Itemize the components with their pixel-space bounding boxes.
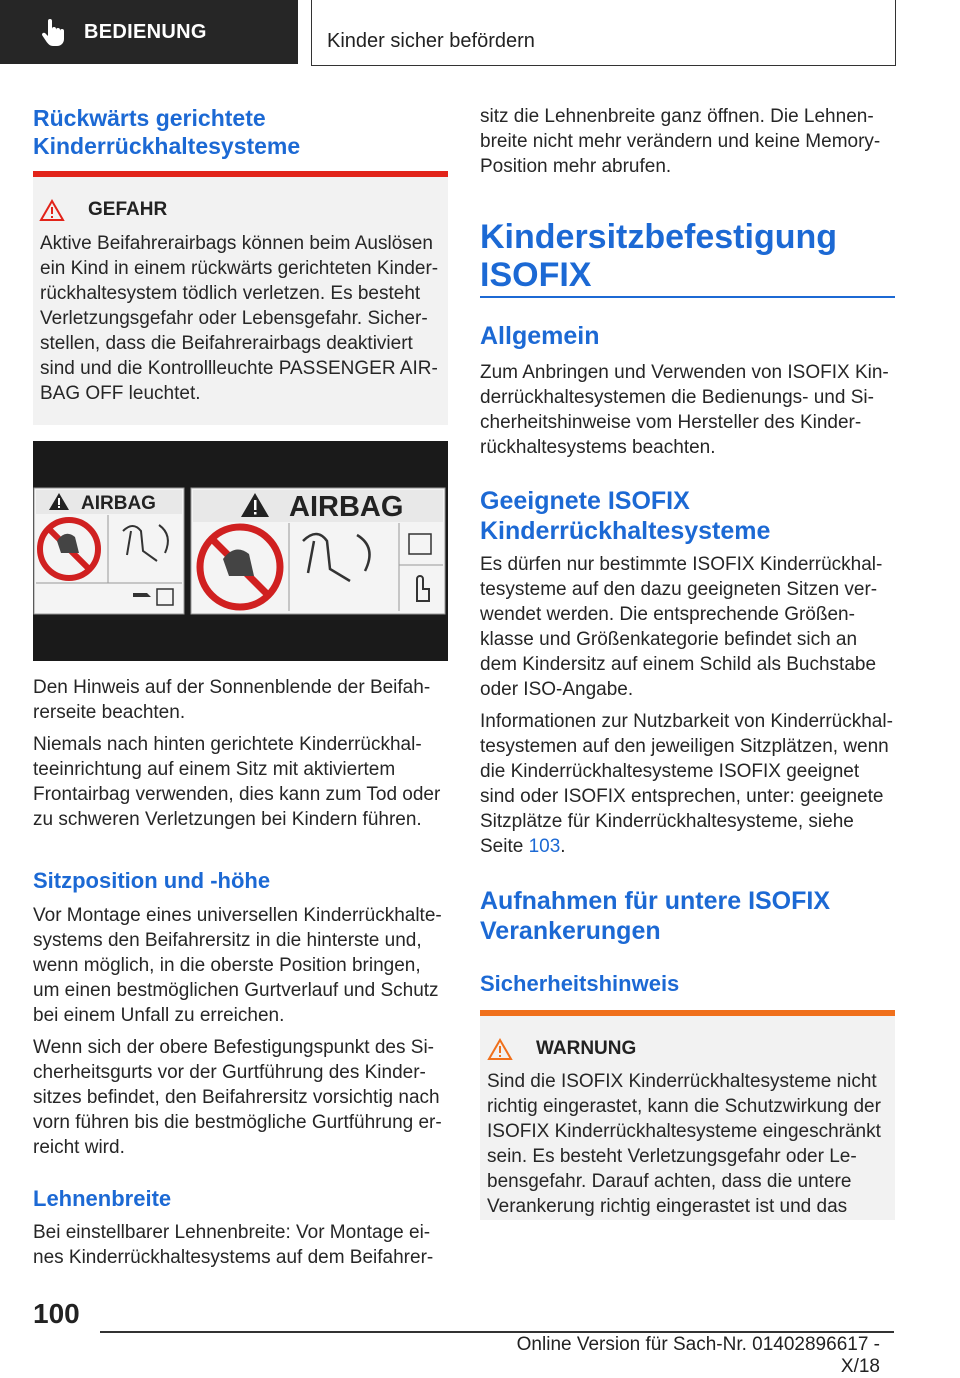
- airbag-small-text: AIRBAG: [81, 493, 156, 514]
- page-reference-link[interactable]: 103: [528, 836, 561, 857]
- text-line: Position mehr abrufen.: [480, 156, 672, 177]
- text-line: die Kinderrückhaltesysteme ISOFIX geeignet: [480, 761, 860, 782]
- text-line: sitz die Lehnenbreite ganz öffnen. Die Lehnen-: [480, 106, 874, 127]
- text-line: sitzes befindet, den Beifahrersitz vorsichtig nach: [33, 1087, 440, 1108]
- chapter-title-line2: ISOFIX: [480, 256, 592, 294]
- danger-line: ein Kind in einem rückwärts gerichteten Kinder-: [40, 258, 439, 279]
- text-line: cherheitsgurts vor der Gurtführung des Kinder-: [33, 1062, 426, 1083]
- warning-heading: [488, 1038, 636, 1060]
- text-line: Sitzplätze für Kinderrückhaltesysteme, siehe: [480, 811, 854, 832]
- paragraph: [480, 360, 900, 460]
- warning-line: richtig eingerastet, kann die Schutzwirkung der: [487, 1096, 881, 1117]
- heading-rueckwaerts-line1: Rückwärts gerichtete: [33, 105, 266, 131]
- text-line: systems den Beifahrersitz in die hinterste und,: [33, 930, 422, 951]
- text-line: klasse und Größenkategorie befindet sich an: [480, 629, 858, 650]
- text-line: dem Kindersitz auf einem Schild als Buchstabe: [480, 654, 877, 675]
- text-line: vorn führen bis die bestmögliche Gurtführung er-: [33, 1112, 442, 1133]
- text-line: wendet werden. Die entsprechende Größen-: [480, 604, 855, 625]
- text-line: bei einem Unfall zu erreichen.: [33, 1005, 285, 1026]
- airbag-warning-label-image: [33, 441, 448, 661]
- text-line: wenn möglich, in die oberste Position bringen,: [33, 955, 421, 976]
- hand-pointer-icon: [34, 13, 72, 51]
- danger-bar: [33, 171, 448, 177]
- left-body-2: [33, 903, 453, 1167]
- danger-line: sind und die Kontrollleuchte PASSENGER AIR-: [40, 358, 438, 379]
- warning-line: sein. Es besteht Verletzungsgefahr oder Le-: [487, 1146, 857, 1167]
- heading-aufnahmen-line2: Verankerungen: [480, 917, 661, 945]
- text-line: rerseite beachten.: [33, 702, 186, 723]
- chapter-title: [480, 218, 837, 294]
- text-line: Seite: [480, 836, 529, 857]
- right-body-1: [480, 360, 900, 467]
- text-line: derrückhaltesystemen die Bedienungs- und Si-: [480, 387, 874, 408]
- heading-geeignete: [480, 486, 770, 546]
- paragraph: [480, 104, 900, 179]
- warning-triangle-icon: [40, 200, 64, 221]
- danger-line: stellen, dass die Beifahrerairbags deaktiviert: [40, 333, 413, 354]
- text-line: reicht wird.: [33, 1137, 125, 1158]
- paragraph: [33, 675, 448, 725]
- paragraph: [33, 1035, 453, 1160]
- text-line: Es dürfen nur bestimmte ISOFIX Kinderrückhal-: [480, 554, 883, 575]
- right-body-2: [480, 552, 900, 866]
- heading-rueckwaerts: [33, 104, 300, 160]
- text-line: Vor Montage eines universellen Kinderrückhalte-: [33, 905, 442, 926]
- header-section-tab: [0, 0, 298, 64]
- text-line: Den Hinweis auf der Sonnenblende der Beifah-: [33, 677, 431, 698]
- page-number: 100: [33, 1298, 80, 1329]
- chapter-title-line1: Kindersitzbefestigung: [480, 218, 838, 256]
- text-line: Frontairbag verwenden, dies kann zum Tod oder: [33, 784, 441, 805]
- header-title: Kinder sicher befördern: [327, 30, 535, 52]
- warning-line: Verankerung richtig eingerastet ist und das: [487, 1196, 848, 1217]
- heading-geeignete-line1: Geeignete ISOFIX: [480, 487, 690, 515]
- heading-allgemein: Allgemein: [480, 322, 600, 350]
- text-line: nes Kinderrückhaltesystems auf dem Beifahrer-: [33, 1247, 434, 1268]
- text-line: sind oder ISOFIX entsprechen, unter: geeignete: [480, 786, 884, 807]
- text-line: oder ISO-Angabe.: [480, 679, 634, 700]
- heading-lehnenbreite: Lehnenbreite: [33, 1186, 172, 1211]
- text-line: Informationen zur Nutzbarkeit von Kinderrückhal-: [480, 711, 893, 732]
- left-body-1: [33, 675, 448, 839]
- warning-triangle-icon: [488, 1039, 512, 1060]
- warning-line: ISOFIX Kinderrückhaltesysteme eingeschränkt: [487, 1121, 881, 1142]
- text-line: um einen bestmöglichen Gurtverlauf und Schutz: [33, 980, 439, 1001]
- danger-heading: [40, 199, 167, 221]
- heading-sicherheitshinweis: Sicherheitshinweis: [480, 971, 680, 996]
- danger-line: rückhaltesystem tödlich verletzen. Es besteht: [40, 283, 421, 304]
- right-body-0: [480, 104, 900, 186]
- left-body-3: [33, 1220, 453, 1277]
- text-line: Niemals nach hinten gerichtete Kinderrückhal-: [33, 734, 422, 755]
- paragraph: [33, 903, 453, 1028]
- danger-text: [40, 231, 438, 406]
- text-line: Bei einstellbarer Lehnenbreite: Vor Montage ei-: [33, 1222, 431, 1243]
- danger-label: GEFAHR: [88, 199, 168, 220]
- heading-sitzposition: Sitzposition und -höhe: [33, 868, 271, 893]
- heading-aufnahmen-line1: Aufnahmen für untere ISOFIX: [480, 887, 831, 915]
- warning-box: [480, 1010, 895, 1220]
- paragraph: [33, 1220, 453, 1270]
- danger-line: Verletzungsgefahr oder Lebensgefahr. Sicher-: [40, 308, 428, 329]
- airbag-large-text: AIRBAG: [289, 491, 404, 523]
- warning-line: bensgefahr. Darauf achten, dass die untere: [487, 1171, 852, 1192]
- warning-text: [487, 1069, 881, 1219]
- heading-geeignete-line2: Kinderrückhaltesysteme: [480, 517, 771, 545]
- text-line: Zum Anbringen und Verwenden von ISOFIX Kin-: [480, 362, 889, 383]
- warning-label: WARNUNG: [536, 1038, 637, 1059]
- text-line: Wenn sich der obere Befestigungspunkt des Si-: [33, 1037, 434, 1058]
- heading-aufnahmen: [480, 886, 830, 946]
- paragraph: [480, 552, 900, 702]
- warning-bar: [480, 1010, 895, 1016]
- danger-line: BAG OFF leuchtet.: [40, 383, 201, 404]
- heading-rueckwaerts-line2: Kinderrückhaltesysteme: [33, 133, 301, 159]
- chapter-title-underline: [480, 296, 895, 298]
- text-line: teeinrichtung auf einem Sitz mit aktiviertem: [33, 759, 396, 780]
- text-line: zu schweren Verletzungen bei Kindern führen.: [33, 809, 422, 830]
- paragraph: [480, 709, 900, 859]
- text-line: tesystemen auf den jeweiligen Sitzplätzen, wenn: [480, 736, 889, 757]
- header-section-label: BEDIENUNG: [84, 20, 207, 43]
- warning-line: Sind die ISOFIX Kinderrückhaltesysteme nicht: [487, 1071, 877, 1092]
- text-line: cherheitshinweise vom Hersteller des Kinder-: [480, 412, 862, 433]
- danger-line: Aktive Beifahrerairbags können beim Auslösen: [40, 233, 433, 254]
- text-line: breite nicht mehr verändern und keine Memory-: [480, 131, 881, 152]
- footer-divider: [100, 1331, 894, 1333]
- danger-box: [33, 171, 448, 425]
- text-line: tesysteme auf den dazu geeigneten Sitzen ver-: [480, 579, 878, 600]
- paragraph: [33, 732, 448, 832]
- text-line: rückhaltesystems beachten.: [480, 437, 716, 458]
- footer-text: Online Version für Sach-Nr. 01402896617 - X/18: [516, 1334, 880, 1377]
- text-line: .: [560, 836, 566, 857]
- header-title-box: [311, 0, 896, 66]
